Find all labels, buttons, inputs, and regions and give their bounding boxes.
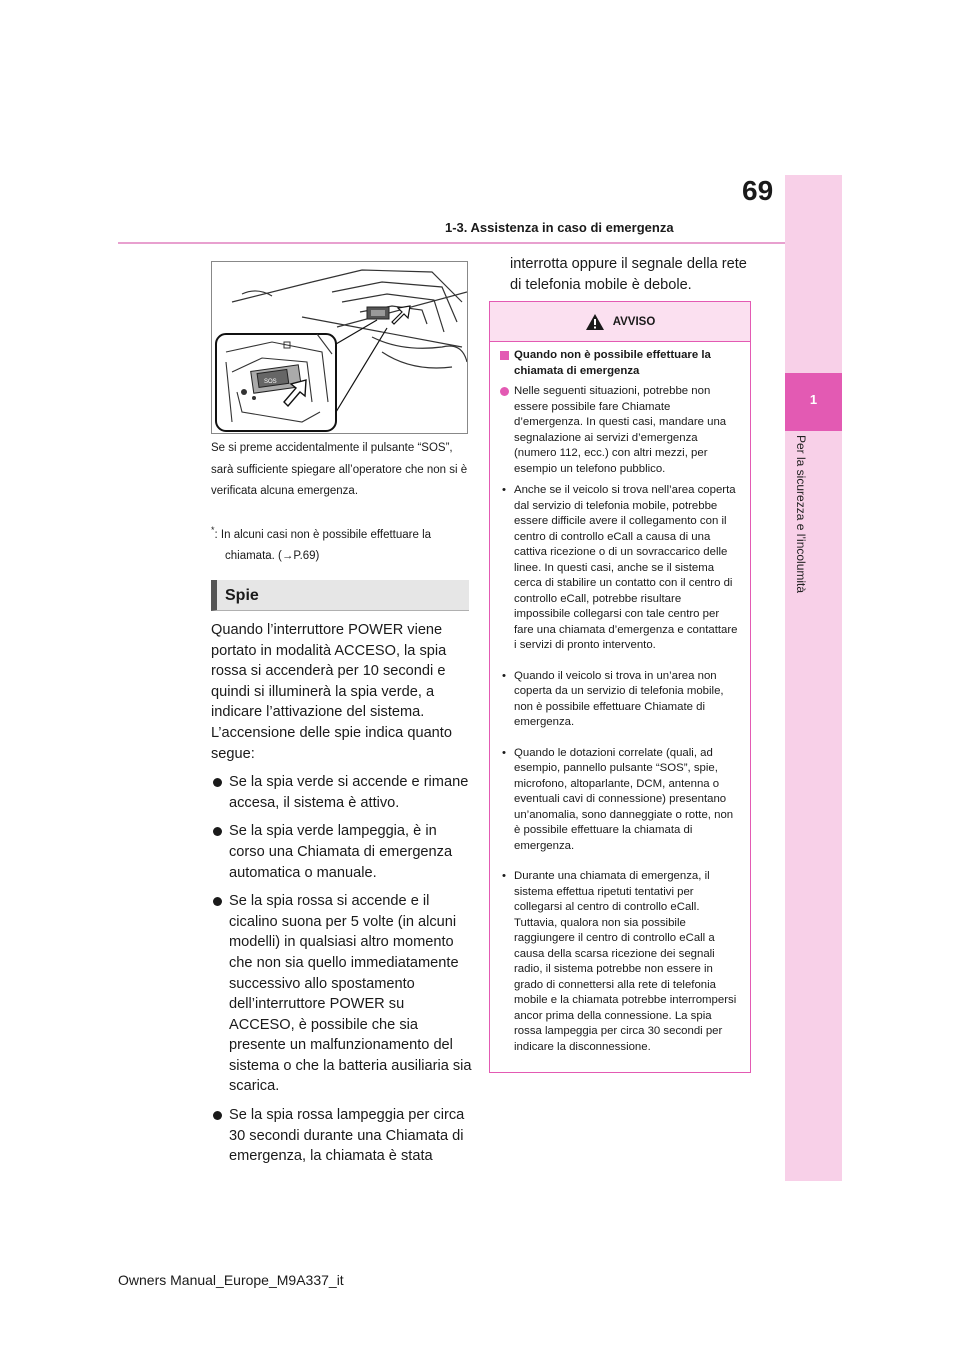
warning-item: • Durante una chiamata di emergenza, il sistema effettua ripetuti tentativi per collegarsi al centro di controllo eCall. Tuttavia, qualora non sia possibile raggiungere il centro di controllo eCall a causa della scarsa ricezione dei segnali radio, il sistema potrebbe non essere in grado di connettersi alla rete di telefonia mobile e la chiamata potrebbe interrompersi ancor prima della connessione. La spia rossa lampeggia per circa 30 secondi per indicare la disconnessione. xyxy=(500,869,738,1055)
figure-caption: Se si preme accidentalmente il pulsante “SOS”, sarà sufficiente spiegare all’operatore che non si è verificata alcuna emergenza. xyxy=(211,442,468,497)
warning-item: • Anche se il veicolo si trova nell’area coperta dal servizio di telefonia mobile, potrebbe essere difficile avere il collegamento con il centro di controllo eCall a causa di una cattiva ricezione o di un sovraccarico delle linee. In questi casi, anche se il sistema cerca di stabilire un contatto con il centro di controllo eCall, potrebbe risultare impossibile collegarsi con tale centro per fare una chiamata d’emergenza e contattare i servizi di pronto intervento. xyxy=(500,483,738,654)
footnote-marker: * xyxy=(211,525,215,535)
spie-continuation: interrotta oppure il segnale della rete di telefonia mobile è debole. xyxy=(510,256,747,293)
footnote xyxy=(211,520,473,567)
spie-bullet: Se la spia verde si accende e rimane accesa, il sistema è attivo. xyxy=(211,772,473,813)
page-number: 69 xyxy=(742,175,774,206)
spie-bullet: Se la spia rossa si accende e il cicalino suona per 5 volte (in alcuni modelli) in qualsiasi altro momento che non sia quello immediatamente successivo allo spostamento dell’interruttore POWER su ACCESO, è possibile che sia presente un malfunzionamento del sistema o che la batteria ausiliaria sia scarica. xyxy=(211,891,473,1097)
spie-body xyxy=(211,620,473,1175)
warning-item: • Quando le dotazioni correlate (quali, ad esempio, pannello pulsante “SOS”, spie, microfono, altoparlante, DCM, antenna o eventuali cavi di connessione) presentano un’anomalia, sono danneggiate o rotte, non è possibile effettuare la chiamata di emergenza. xyxy=(500,746,738,855)
warning-box xyxy=(489,301,751,1073)
spie-bullet: Se la spia verde lampeggia, è in corso una Chiamata di emergenza automatica o manuale. xyxy=(211,821,473,883)
chapter-label: Per la sicurezza e l’incolumità xyxy=(794,435,808,594)
footnote-text-continued[interactable]: chiamata. (→P.69) xyxy=(225,549,320,562)
warning-main-item: Nelle seguenti situazioni, potrebbe non essere possibile fare Chiamate d’emergenza. In questi casi, mandare una segnalazione ai servizi d’emergenza (numero 112, ecc.) con altri mezzi, per esempio un telefono pubblico. xyxy=(500,384,738,477)
warning-body xyxy=(490,342,750,1055)
header-rule xyxy=(118,242,786,244)
section-title: 1-3. Assistenza in caso di emergenza xyxy=(445,220,674,235)
footer-text: Owners Manual_Europe_M9A337_it xyxy=(118,1272,344,1288)
chapter-side-tab xyxy=(785,175,842,1181)
spie-bullet: Se la spia rossa lampeggia per circa 30 secondi durante una Chiamata di emergenza, la chiamata è stata xyxy=(211,1105,473,1167)
spie-intro: Quando l’interruttore POWER viene portato in modalità ACCESO, la spia rossa si accenderà per 10 secondi e quindi si illuminerà la spia verde, a indicare l’attivazione del sistema. L’accensione delle spie indica quanto segue: xyxy=(211,622,452,762)
warning-item: • Quando il veicolo si trova in un’area non coperta da un servizio di telefonia mobile, non è possibile effettuare Chiamate di emergenza. xyxy=(500,669,738,731)
warning-subheading: Quando non è possibile effettuare la chiamata di emergenza xyxy=(500,348,738,379)
chapter-number: 1 xyxy=(809,392,818,407)
footnote-text: : In alcuni casi non è possibile effettuare la xyxy=(214,528,432,541)
spie-heading: Spie xyxy=(211,580,469,611)
sos-button-label: SOS xyxy=(264,379,277,385)
sos-button-figure xyxy=(211,261,468,434)
warning-title: AVVISO xyxy=(612,315,656,328)
warning-header xyxy=(490,302,750,342)
warning-triangle-icon xyxy=(585,313,605,331)
overhead-console-illustration xyxy=(212,262,468,434)
